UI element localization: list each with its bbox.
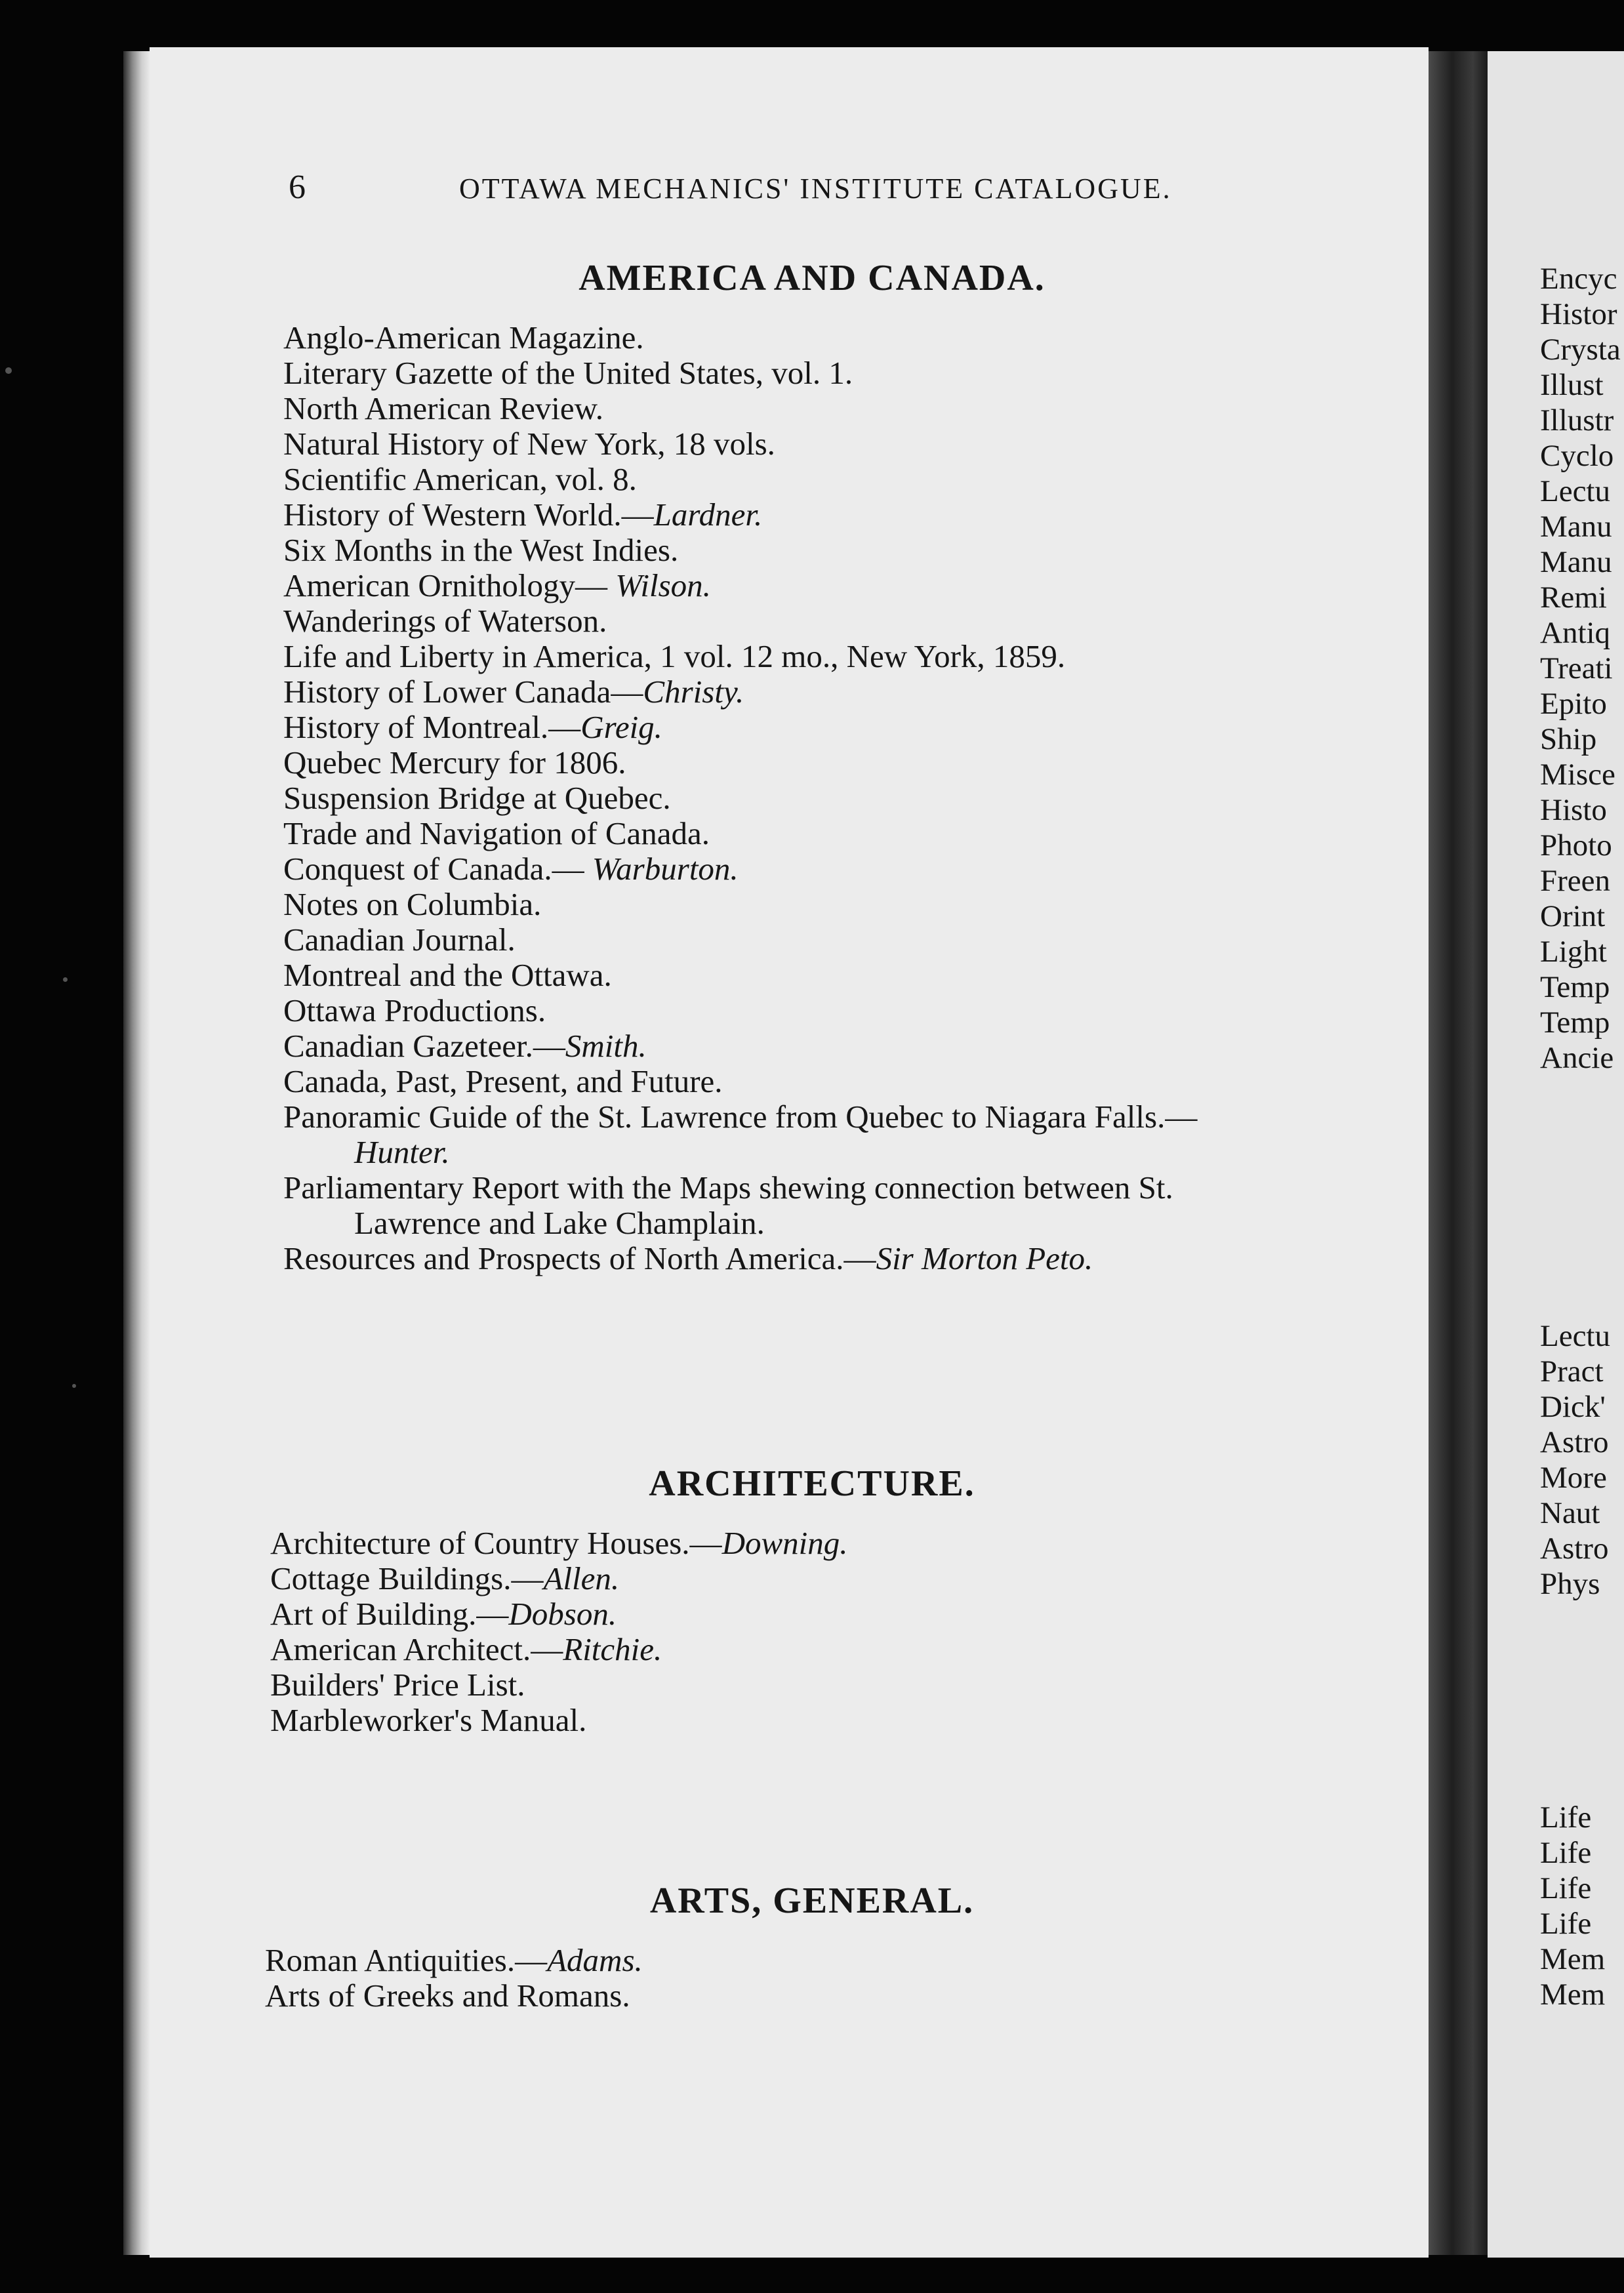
catalogue-entry bbox=[283, 710, 1624, 745]
catalogue-entry bbox=[270, 1596, 1624, 1632]
entry-title: Life and Liberty in America, 1 vol. 12 mo., New York, 1859. bbox=[283, 638, 1066, 674]
facing-page-fragment: Ship bbox=[1540, 722, 1597, 756]
facing-page-column-top bbox=[1540, 261, 1621, 1076]
facing-page-fragment: Histor bbox=[1540, 297, 1617, 331]
facing-page-fragment: Dick' bbox=[1540, 1390, 1606, 1424]
entry-title: Six Months in the West Indies. bbox=[283, 532, 679, 568]
scan-speck bbox=[63, 977, 68, 982]
catalogue-entry bbox=[283, 568, 1624, 603]
entry-title: Notes on Columbia. bbox=[283, 886, 542, 922]
facing-page-fragment: Remi bbox=[1540, 580, 1607, 615]
america-canada-entry-list bbox=[283, 320, 1624, 1276]
facing-page-fragment: Ancie bbox=[1540, 1041, 1614, 1075]
section-heading-arts-general: ARTS, GENERAL. bbox=[649, 1880, 975, 1921]
facing-page-fragment: Misce bbox=[1540, 758, 1615, 792]
entry-author: Greig. bbox=[580, 709, 662, 745]
entry-title: Arts of Greeks and Romans. bbox=[265, 1978, 630, 2014]
catalogue-entry bbox=[265, 1943, 1624, 1978]
entry-author: Lardner. bbox=[653, 497, 763, 533]
entry-title: Canada, Past, Present, and Future. bbox=[283, 1063, 723, 1099]
entry-title: Montreal and the Ottawa. bbox=[283, 957, 612, 993]
entry-author: Christy. bbox=[643, 674, 744, 710]
facing-page-fragment: Lectu bbox=[1540, 474, 1610, 508]
catalogue-entry bbox=[270, 1632, 1624, 1667]
entry-title: Marbleworker's Manual. bbox=[270, 1702, 587, 1738]
entry-title: History of Lower Canada— bbox=[283, 674, 643, 710]
page-left-edge bbox=[123, 51, 150, 2255]
catalogue-entry bbox=[265, 1978, 1624, 2014]
catalogue-entry bbox=[283, 781, 1624, 816]
entry-title: American Architect.— bbox=[270, 1631, 563, 1667]
facing-page-fragment: Cyclo bbox=[1540, 439, 1614, 473]
catalogue-entry bbox=[283, 1028, 1624, 1064]
entry-continuation: Lawrence and Lake Champlain. bbox=[354, 1205, 765, 1241]
facing-page-fragment: Phys bbox=[1540, 1567, 1600, 1601]
entry-title: American Ornithology— bbox=[283, 567, 616, 603]
facing-page-fragment: Astro bbox=[1540, 1425, 1609, 1459]
scan-speck bbox=[72, 1384, 76, 1388]
entry-author: Allen. bbox=[543, 1560, 620, 1596]
entry-title: Quebec Mercury for 1806. bbox=[283, 744, 626, 781]
running-title: OTTAWA MECHANICS' INSTITUTE CATALOGUE. bbox=[459, 172, 1172, 205]
catalogue-entry bbox=[283, 851, 1624, 887]
facing-page-fragment: Antiq bbox=[1540, 616, 1611, 650]
arts-general-entry-list bbox=[265, 1943, 1624, 2014]
facing-page-fragment: Life bbox=[1540, 1871, 1592, 1905]
facing-page-fragment: Treati bbox=[1540, 651, 1613, 685]
entry-continuation: Hunter. bbox=[354, 1134, 450, 1170]
facing-page-fragment: Freen bbox=[1540, 864, 1611, 898]
section-heading-america-canada: AMERICA AND CANADA. bbox=[579, 258, 1045, 298]
entry-title: History of Montreal.— bbox=[283, 709, 581, 745]
entry-title: Builders' Price List. bbox=[270, 1667, 525, 1703]
facing-page-fragment: Temp bbox=[1540, 970, 1610, 1004]
entry-title: Wanderings of Waterson. bbox=[283, 603, 607, 639]
catalogue-entry bbox=[283, 462, 1624, 497]
catalogue-entry bbox=[283, 639, 1624, 674]
entry-title: Canadian Gazeteer.— bbox=[283, 1028, 565, 1064]
entry-title: Trade and Navigation of Canada. bbox=[283, 815, 710, 851]
entry-author: Smith. bbox=[565, 1028, 647, 1064]
entry-author: Wilson. bbox=[615, 567, 711, 603]
facing-page-fragment: Naut bbox=[1540, 1496, 1600, 1530]
entry-title: Natural History of New York, 18 vols. bbox=[283, 426, 775, 462]
entry-title: Literary Gazette of the United States, vol. 1. bbox=[283, 355, 853, 391]
entry-author: Ritchie. bbox=[563, 1631, 662, 1667]
entry-title: Anglo-American Magazine. bbox=[283, 319, 644, 355]
entry-title: Suspension Bridge at Quebec. bbox=[283, 780, 671, 816]
facing-page-fragment: Manu bbox=[1540, 545, 1612, 579]
catalogue-entry bbox=[283, 426, 1624, 462]
catalogue-entry bbox=[283, 355, 1624, 391]
entry-title: Ottawa Productions. bbox=[283, 992, 546, 1028]
facing-page-fragment: More bbox=[1540, 1461, 1607, 1495]
facing-page-fragment: Mem bbox=[1540, 1978, 1606, 2012]
catalogue-entry bbox=[283, 1064, 1624, 1099]
entry-title: Art of Building.— bbox=[270, 1596, 509, 1632]
facing-page-fragment: Illust bbox=[1540, 368, 1604, 402]
entry-title: Resources and Prospects of North America.— bbox=[283, 1240, 876, 1276]
catalogue-entry bbox=[283, 887, 1624, 922]
facing-page-fragment: Histo bbox=[1540, 793, 1607, 827]
facing-page-fragment: Mem bbox=[1540, 1942, 1606, 1976]
facing-page-fragment: Orint bbox=[1540, 899, 1606, 933]
entry-title: Canadian Journal. bbox=[283, 922, 516, 958]
facing-page-fragment: Life bbox=[1540, 1836, 1592, 1870]
entry-title: Panoramic Guide of the St. Lawrence from Quebec to Niagara Falls.— bbox=[283, 1099, 1198, 1135]
catalogue-entry bbox=[283, 497, 1624, 533]
architecture-entry-list bbox=[270, 1526, 1624, 1738]
catalogue-entry bbox=[283, 816, 1624, 851]
entry-title: Roman Antiquities.— bbox=[265, 1942, 548, 1978]
section-heading-architecture: ARCHITECTURE. bbox=[649, 1463, 975, 1504]
facing-page-fragment: Epito bbox=[1540, 687, 1607, 721]
catalogue-entry bbox=[283, 1170, 1624, 1241]
entry-title: Architecture of Country Houses.— bbox=[270, 1525, 722, 1561]
catalogue-entry bbox=[283, 958, 1624, 993]
facing-page-fragment: Life bbox=[1540, 1800, 1592, 1835]
entry-title: North American Review. bbox=[283, 390, 604, 426]
page-number: 6 bbox=[289, 169, 308, 206]
facing-page-column-middle bbox=[1540, 1318, 1610, 1602]
entry-author: Sir Morton Peto. bbox=[876, 1240, 1093, 1276]
entry-title: Cottage Buildings.— bbox=[270, 1560, 544, 1596]
entry-author: Downing. bbox=[721, 1525, 848, 1561]
facing-page-fragment: Astro bbox=[1540, 1532, 1609, 1566]
entry-title: Parliamentary Report with the Maps shewing connection between St. bbox=[283, 1169, 1173, 1206]
catalogue-entry bbox=[283, 533, 1624, 568]
entry-author: Adams. bbox=[547, 1942, 643, 1978]
catalogue-entry bbox=[270, 1526, 1624, 1561]
catalogue-entry bbox=[283, 922, 1624, 958]
entry-author: Warburton. bbox=[592, 851, 739, 887]
catalogue-entry bbox=[283, 993, 1624, 1028]
facing-page-fragment: Encyc bbox=[1540, 262, 1617, 296]
entry-author: Dobson. bbox=[508, 1596, 617, 1632]
scan-speck bbox=[5, 367, 12, 374]
facing-page-fragment: Manu bbox=[1540, 510, 1612, 544]
entry-title: History of Western World.— bbox=[283, 497, 654, 533]
catalogue-entry bbox=[270, 1561, 1624, 1596]
catalogue-entry bbox=[283, 1099, 1624, 1170]
facing-page-fragment: Illustr bbox=[1540, 403, 1614, 437]
entry-title: Conquest of Canada.— bbox=[283, 851, 592, 887]
catalogue-entry bbox=[270, 1667, 1624, 1703]
catalogue-entry bbox=[283, 603, 1624, 639]
facing-page-fragment: Life bbox=[1540, 1907, 1592, 1941]
catalogue-entry bbox=[283, 745, 1624, 781]
facing-page-fragment: Pract bbox=[1540, 1354, 1604, 1389]
entry-title: Scientific American, vol. 8. bbox=[283, 461, 637, 497]
catalogue-entry bbox=[283, 391, 1624, 426]
catalogue-entry bbox=[283, 674, 1624, 710]
facing-page-column-bottom bbox=[1540, 1800, 1605, 2012]
catalogue-entry bbox=[283, 1241, 1624, 1276]
facing-page-fragment: Light bbox=[1540, 935, 1607, 969]
facing-page-fragment: Photo bbox=[1540, 828, 1612, 862]
facing-page-fragment: Crysta bbox=[1540, 333, 1621, 367]
facing-page-fragment: Lectu bbox=[1540, 1319, 1610, 1353]
catalogue-entry bbox=[283, 320, 1624, 355]
catalogue-entry bbox=[270, 1703, 1624, 1738]
facing-page-fragment: Temp bbox=[1540, 1005, 1610, 1040]
